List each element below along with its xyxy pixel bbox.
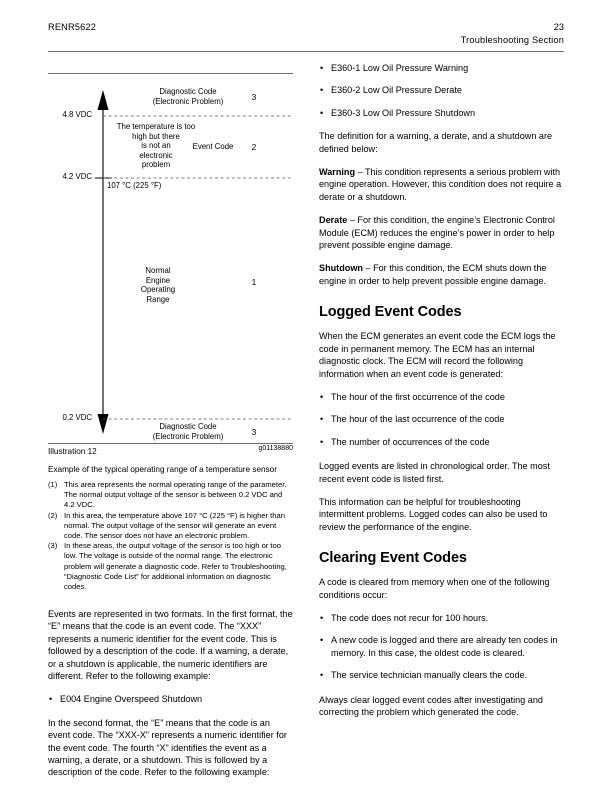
list-item-label: The service technician manually clears the code. xyxy=(331,670,528,681)
figure-rule-bottom xyxy=(48,443,293,444)
document-id: RENR5622 xyxy=(48,22,97,32)
bullet-icon: • xyxy=(320,670,324,681)
illustration-label: Illustration 12 xyxy=(48,447,97,456)
list-item-label: E360-1 Low Oil Pressure Warning xyxy=(331,63,469,73)
list-item-label: E360-3 Low Oil Pressure Shutdown xyxy=(331,107,476,118)
left-column-text xyxy=(48,608,293,790)
figure-note-number: (1) xyxy=(48,480,58,489)
temperature-sensor-range-diagram xyxy=(48,78,293,443)
bullet-icon: • xyxy=(320,414,324,425)
zone-label-line-1: The temperature is too xyxy=(116,122,196,131)
list-item xyxy=(319,669,564,681)
figure-note-number: (2) xyxy=(48,510,58,520)
list-item xyxy=(319,634,564,659)
zone-label-line-2: (Electronic Problem) xyxy=(152,432,224,441)
list-item-label: E004 Engine Overspeed Shutdown xyxy=(60,694,203,705)
threshold-temperature-value: 107 °C (225 °F) xyxy=(107,181,162,190)
zone-label-diagnostic-top xyxy=(133,87,243,107)
example-list-format-1 xyxy=(48,693,293,705)
zone-label-line-1: Diagnostic Code xyxy=(159,422,217,431)
list-item-label: E360-2 Low Oil Pressure Derate xyxy=(331,85,462,96)
bullet-icon: • xyxy=(320,635,324,646)
zone-callout-top-3: 3 xyxy=(251,92,257,102)
heading-clearing-event-codes: Clearing Event Codes xyxy=(319,550,467,567)
zone-callout-normal-1: 1 xyxy=(251,277,257,287)
definition-shutdown xyxy=(319,262,564,287)
zone-label-line-4: electronic xyxy=(139,150,173,160)
zone-label-line-1: Normal xyxy=(145,266,171,275)
axis-tick-label-4-8: 4.8 VDC xyxy=(62,110,92,119)
definition-term: Derate xyxy=(319,215,348,226)
figure-title: Example of the typical operating range of a temperature sensor xyxy=(48,465,277,474)
definition-derate xyxy=(319,214,564,251)
axis-tick-label-4-2: 4.2 VDC xyxy=(62,172,92,181)
list-item xyxy=(319,107,564,119)
paragraph-definition-intro: The definition for a warning, a derate, and a shutdown are defined below: xyxy=(319,131,553,154)
right-column-text xyxy=(319,62,564,729)
figure-note xyxy=(48,541,293,592)
zone-label-line-4: Range xyxy=(146,294,170,304)
page-number: 23 xyxy=(553,22,564,32)
definition-body: – For this condition, the engine’s Electronic Control Module (ECM) reduces the engine’s power in order to help prevent possible engine damage. xyxy=(319,215,555,251)
zone-label-line-5: problem xyxy=(141,160,171,170)
list-item xyxy=(319,612,564,624)
figure-note-number: (3) xyxy=(48,541,58,551)
list-item xyxy=(319,62,564,74)
heading-logged-event-codes: Logged Event Codes xyxy=(319,304,462,321)
figure-rule-top xyxy=(48,73,293,74)
list-item-label: The number of occurrences of the code xyxy=(331,436,490,447)
definition-body: – This condition represents a serious problem with engine operation. However, this condition does not require a derate or a shutdown. xyxy=(319,167,562,202)
graphic-id: g01138880 xyxy=(258,445,293,452)
paragraph-logged-intro: When the ECM generates an event code the ECM logs the code in permanent memory. The ECM has an internal diagnostic clock. The ECM will record the following information when an event code is generated: xyxy=(319,331,556,379)
list-item xyxy=(319,84,564,96)
zone-label-line-2: (Electronic Problem) xyxy=(152,97,224,106)
definition-term: Shutdown xyxy=(319,263,363,274)
list-item-label: The code does not recur for 100 hours. xyxy=(331,612,489,623)
bullet-icon: • xyxy=(320,436,324,447)
zone-callout-event-2: 2 xyxy=(251,142,257,152)
bullet-icon: • xyxy=(320,107,324,118)
figure-note xyxy=(48,480,293,511)
figure-note xyxy=(48,511,293,542)
clearing-conditions-list xyxy=(319,612,564,682)
zone-name-event-code: Event Code xyxy=(192,142,234,151)
zone-label-line-3: Operating xyxy=(140,285,176,295)
paragraph-logged-usefulness: This information can be helpful for troubleshooting intermittent problems. Logged codes can also be used to review the performance of the engine. xyxy=(319,496,548,532)
figure-note-text: In these areas, the output voltage of the sensor is too high or too low. The voltage is outside of the normal range. The electronic problem will generate a diagnostic code. Refer to Troubleshooting, “Diagnostic Code List” for additional information on diagnostic codes. xyxy=(64,541,287,592)
event-code-example-list xyxy=(319,62,564,119)
zone-label-line-1: Diagnostic Code xyxy=(159,87,217,96)
figure-note-text: In this area, the temperature above 107 °C (225 °F) is higher than normal. The output voltage of the sensor will generate an event code. The sensor does not have an electronic problem. xyxy=(64,510,285,541)
zone-label-line-2: Engine xyxy=(145,275,171,285)
zone-callout-bottom-3: 3 xyxy=(251,427,257,437)
list-item-label: A new code is logged and there are already ten codes in memory. In this case, the oldest code is cleared. xyxy=(331,635,558,658)
bullet-icon: • xyxy=(320,85,324,96)
definition-warning xyxy=(319,166,564,203)
list-item xyxy=(319,391,564,403)
figure-note-text: This area represents the normal operating range of the parameter. The normal output voltage of the sensor is between 0.2 VDC and 4.2 VDC. xyxy=(64,480,287,510)
zone-label-normal-range xyxy=(118,266,198,304)
list-item-label: The hour of the last occurrence of the code xyxy=(331,414,505,425)
header-rule xyxy=(48,51,564,52)
list-item xyxy=(319,436,564,448)
figure-caption-row xyxy=(48,447,293,460)
logged-information-list xyxy=(319,391,564,448)
zone-label-line-2: high but there xyxy=(132,131,180,141)
paragraph-event-format-2: In the second format, the “E” means that the code is an event code. The “XXX-X” represents a numeric identifier for the event code. The fourth “X” identifies the event as a warning, a derate, or a shutdown. This is followed by a description of the code. Refer to the following example: xyxy=(48,717,287,778)
definition-body: – For this condition, the ECM shuts down the engine in order to help prevent possible engine damage. xyxy=(319,263,547,286)
definition-term: Warning xyxy=(319,167,356,178)
list-item xyxy=(319,413,564,425)
bullet-icon: • xyxy=(49,694,53,705)
paragraph-logged-order: Logged events are listed in chronological order. The most recent event code is listed first. xyxy=(319,461,550,484)
page-header xyxy=(48,22,564,62)
bullet-icon: • xyxy=(320,391,324,402)
list-item xyxy=(48,693,293,705)
zone-label-line-3: is not an xyxy=(141,141,171,151)
list-item-label: The hour of the first occurrence of the code xyxy=(331,391,505,402)
paragraph-clearing-outro: Always clear logged event codes after investigating and correcting the problem which generated the code. xyxy=(319,694,543,717)
axis-tick-label-0-2: 0.2 VDC xyxy=(62,413,92,422)
bullet-icon: • xyxy=(320,63,324,73)
paragraph-clearing-intro: A code is cleared from memory when one of the following conditions occur: xyxy=(319,577,550,600)
paragraph-event-format-1: Events are represented in two formats. In the first format, the “E” means that the code is an event code. The “XXX” represents a numeric identifier for the event code. This is followed by a description of the code. If a warning, a derate, or a shutdown is applicable, the numeric identifiers are different. Refer to the following example: xyxy=(48,609,293,682)
figure-notes xyxy=(48,480,293,592)
zone-label-diagnostic-bottom xyxy=(133,422,243,442)
bullet-icon: • xyxy=(320,612,324,623)
section-title: Troubleshooting Section xyxy=(460,35,564,45)
